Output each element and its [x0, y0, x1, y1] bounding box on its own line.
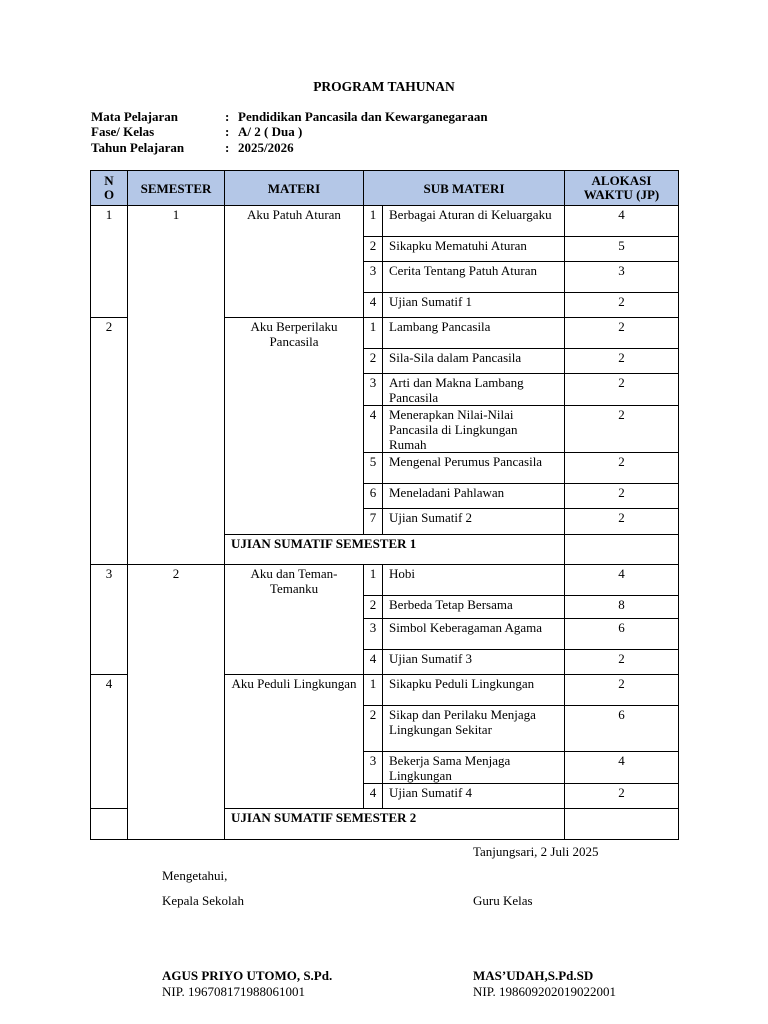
info-colon: :: [225, 140, 230, 155]
program-table: [90, 170, 679, 840]
cell-sub-number: 5: [364, 453, 383, 484]
cell-alokasi: 2: [565, 293, 679, 318]
cell-sub-materi: Bekerja Sama Menjaga Lingkungan: [383, 752, 565, 784]
cell-alokasi: 2: [565, 453, 679, 484]
cell-sub-materi: Ujian Sumatif 1: [383, 293, 565, 318]
cell-sub-materi: Arti dan Makna Lambang Pancasila: [383, 374, 565, 406]
header-sub-materi: SUB MATERI: [364, 171, 565, 206]
info-colon: :: [225, 124, 230, 139]
table-row: [91, 206, 679, 237]
cell-materi: Aku Peduli Lingkungan: [225, 675, 364, 809]
cell-alokasi: 2: [565, 675, 679, 706]
cell-alokasi: 2: [565, 784, 679, 809]
table-row: [91, 565, 679, 596]
info-key: Tahun Pelajaran: [91, 140, 185, 155]
cell-alokasi: 2: [565, 318, 679, 349]
cell-sub-materi: Berbeda Tetap Bersama: [383, 596, 565, 619]
cell-no: 1: [91, 206, 128, 318]
cell-sub-materi: Ujian Sumatif 3: [383, 650, 565, 675]
cell-sub-number: 3: [364, 752, 383, 784]
cell-sub-number: 2: [364, 237, 383, 262]
guru-kelas-name: MAS’UDAH,S.Pd.SD: [473, 968, 594, 983]
kepala-sekolah-label: Kepala Sekolah: [162, 893, 244, 908]
cell-alokasi: 2: [565, 650, 679, 675]
ujian-semester-1-label: UJIAN SUMATIF SEMESTER 1: [225, 535, 565, 565]
cell-sub-number: 6: [364, 484, 383, 509]
table-header-row: [91, 171, 679, 206]
cell-sub-materi: Sikap dan Perilaku Menjaga Lingkungan Sekitar: [383, 706, 565, 752]
place-date: Tanjungsari, 2 Juli 2025: [473, 844, 599, 859]
cell-sub-number: 7: [364, 509, 383, 535]
cell-semester: 2: [128, 565, 225, 840]
cell-alokasi: 2: [565, 374, 679, 406]
cell-sub-number: 2: [364, 349, 383, 374]
cell-alokasi: 3: [565, 262, 679, 293]
cell-sub-number: 4: [364, 650, 383, 675]
header-alokasi: ALOKASI WAKTU (JP): [565, 171, 679, 206]
cell-alokasi: 4: [565, 752, 679, 784]
cell-sub-number: 3: [364, 374, 383, 406]
cell-alokasi: 4: [565, 565, 679, 596]
header-semester: SEMESTER: [128, 171, 225, 206]
cell-empty: [91, 809, 128, 840]
kepala-sekolah-nip: NIP. 196708171988061001: [162, 984, 306, 999]
cell-alokasi: 4: [565, 206, 679, 237]
cell-sub-number: 2: [364, 596, 383, 619]
cell-alokasi: 8: [565, 596, 679, 619]
info-key: Fase/ Kelas: [91, 124, 155, 139]
cell-sub-number: 4: [364, 406, 383, 453]
cell-sub-number: 4: [364, 293, 383, 318]
cell-sub-materi: Menerapkan Nilai-Nilai Pancasila di Lingkungan Rumah: [383, 406, 565, 453]
info-key: Mata Pelajaran: [91, 109, 179, 124]
cell-materi: Aku Patuh Aturan: [225, 206, 364, 318]
cell-no: 2: [91, 318, 128, 565]
cell-semester: 1: [128, 206, 225, 565]
cell-sub-materi: Cerita Tentang Patuh Aturan: [383, 262, 565, 293]
cell-sub-number: 1: [364, 565, 383, 596]
document-title: PROGRAM TAHUNAN: [313, 79, 455, 94]
cell-materi: Aku Berperilaku Pancasila: [225, 318, 364, 535]
info-value: A/ 2 ( Dua ): [238, 124, 303, 139]
cell-sub-materi: Hobi: [383, 565, 565, 596]
cell-no: 3: [91, 565, 128, 675]
cell-sub-materi: Sila-Sila dalam Pancasila: [383, 349, 565, 374]
cell-sub-materi: Meneladani Pahlawan: [383, 484, 565, 509]
ujian-semester-2-label: UJIAN SUMATIF SEMESTER 2: [225, 809, 565, 840]
header-materi: MATERI: [225, 171, 364, 206]
guru-kelas-nip: NIP. 198609202019022001: [473, 984, 617, 999]
cell-sub-number: 4: [364, 784, 383, 809]
cell-alokasi: 2: [565, 349, 679, 374]
cell-empty: [565, 535, 679, 565]
guru-kelas-label: Guru Kelas: [473, 893, 533, 908]
cell-sub-materi: Lambang Pancasila: [383, 318, 565, 349]
cell-alokasi: 2: [565, 406, 679, 453]
cell-sub-materi: Sikapku Mematuhi Aturan: [383, 237, 565, 262]
cell-sub-materi: Sikapku Peduli Lingkungan: [383, 675, 565, 706]
cell-sub-materi: Mengenal Perumus Pancasila: [383, 453, 565, 484]
cell-alokasi: 5: [565, 237, 679, 262]
cell-sub-number: 1: [364, 206, 383, 237]
cell-sub-number: 2: [364, 706, 383, 752]
info-value: 2025/2026: [238, 140, 294, 155]
cell-alokasi: 2: [565, 509, 679, 535]
cell-alokasi: 2: [565, 484, 679, 509]
mengetahui-label: Mengetahui,: [162, 868, 228, 883]
kepala-sekolah-name: AGUS PRIYO UTOMO, S.Pd.: [162, 968, 333, 983]
cell-sub-materi: Berbagai Aturan di Keluargaku: [383, 206, 565, 237]
cell-sub-materi: Ujian Sumatif 2: [383, 509, 565, 535]
cell-materi: Aku dan Teman-Temanku: [225, 565, 364, 675]
cell-sub-number: 3: [364, 262, 383, 293]
cell-sub-number: 3: [364, 619, 383, 650]
cell-alokasi: 6: [565, 706, 679, 752]
cell-alokasi: 6: [565, 619, 679, 650]
info-colon: :: [225, 109, 230, 124]
cell-sub-number: 1: [364, 675, 383, 706]
cell-empty: [565, 809, 679, 840]
cell-no: 4: [91, 675, 128, 809]
cell-sub-materi: Ujian Sumatif 4: [383, 784, 565, 809]
cell-sub-number: 1: [364, 318, 383, 349]
cell-sub-materi: Simbol Keberagaman Agama: [383, 619, 565, 650]
info-value: Pendidikan Pancasila dan Kewarganegaraan: [238, 109, 488, 124]
header-no: N O: [91, 171, 128, 206]
